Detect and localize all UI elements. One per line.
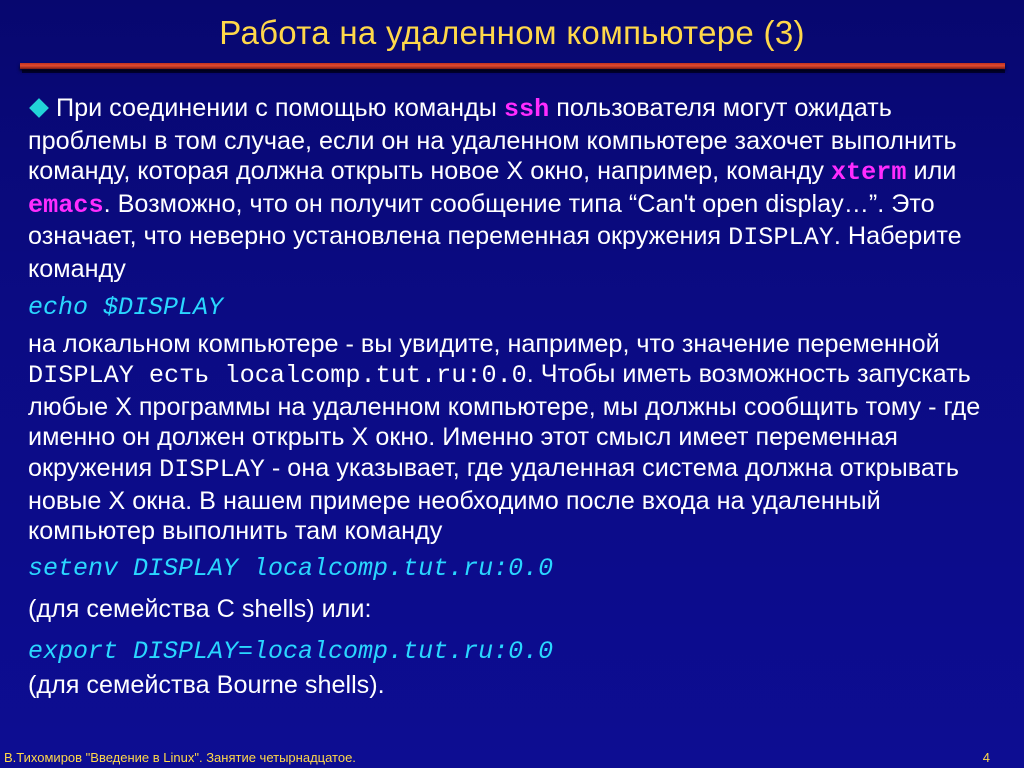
intro-text-3: или [906, 157, 957, 186]
display-value: DISPLAY есть localcomp.tut.ru:0.0 [28, 361, 527, 391]
keyword-emacs: emacs [28, 190, 104, 220]
command-echo: echo $DISPLAY [28, 292, 224, 322]
slide-content [28, 93, 998, 700]
keyword-ssh: ssh [503, 95, 550, 124]
title-rule [20, 63, 1005, 69]
paragraph-intro [28, 93, 998, 285]
diamond-bullet-icon [29, 98, 49, 118]
intro-text-2: пользователя могут ожидать проблемы в том случае, если он на удаленном компьютере захочет выполнить команду, которая должна открыть новое X окно, например, команду [28, 94, 957, 186]
paragraph-bourne-shells: (для семейства Bourne shells). [28, 670, 385, 699]
env-var-display: DISPLAY [728, 223, 834, 253]
keyword-xterm: xterm [830, 158, 907, 188]
explanation-text-2: . Чтобы иметь возможность запускать любые X программы на удаленном компьютере, мы должны сообщить тому - где именно он должен открыть X окно. Именно этот смысл имеет переменная окружения [28, 360, 981, 482]
slide-title: Работа на удаленном компьютере (3) [219, 14, 805, 51]
page-number: 4 [982, 750, 990, 765]
intro-text-4: . Возможно, что он получит сообщение типа “Can't open display…”. Это означает, что неверно установлена переменная окружения [28, 189, 935, 251]
explanation-text-1: на локальном компьютере - вы увидите, например, что значение переменной [28, 329, 940, 358]
footer-caption: В.Тихомиров "Введение в Linux". Занятие четырнадцатое. [4, 750, 356, 765]
intro-text-5: . Наберите команду [28, 222, 962, 283]
paragraph-explanation [28, 329, 998, 547]
paragraph-c-shells: (для семейства C shells) или: [28, 595, 372, 624]
command-setenv: setenv DISPLAY localcomp.tut.ru:0.0 [28, 553, 554, 583]
title-rule-shadow [22, 70, 1005, 73]
explanation-text-3: - она указывает, где удаленная система должна открывать новые X окна. В нашем примере необходимо после входа на удаленный компьютер выполнить там команду [28, 453, 959, 546]
intro-text-1: При соединении с помощью команды [56, 94, 504, 122]
env-var-display-2: DISPLAY [159, 454, 265, 484]
command-export: export DISPLAY=localcomp.tut.ru:0.0 [28, 636, 554, 666]
